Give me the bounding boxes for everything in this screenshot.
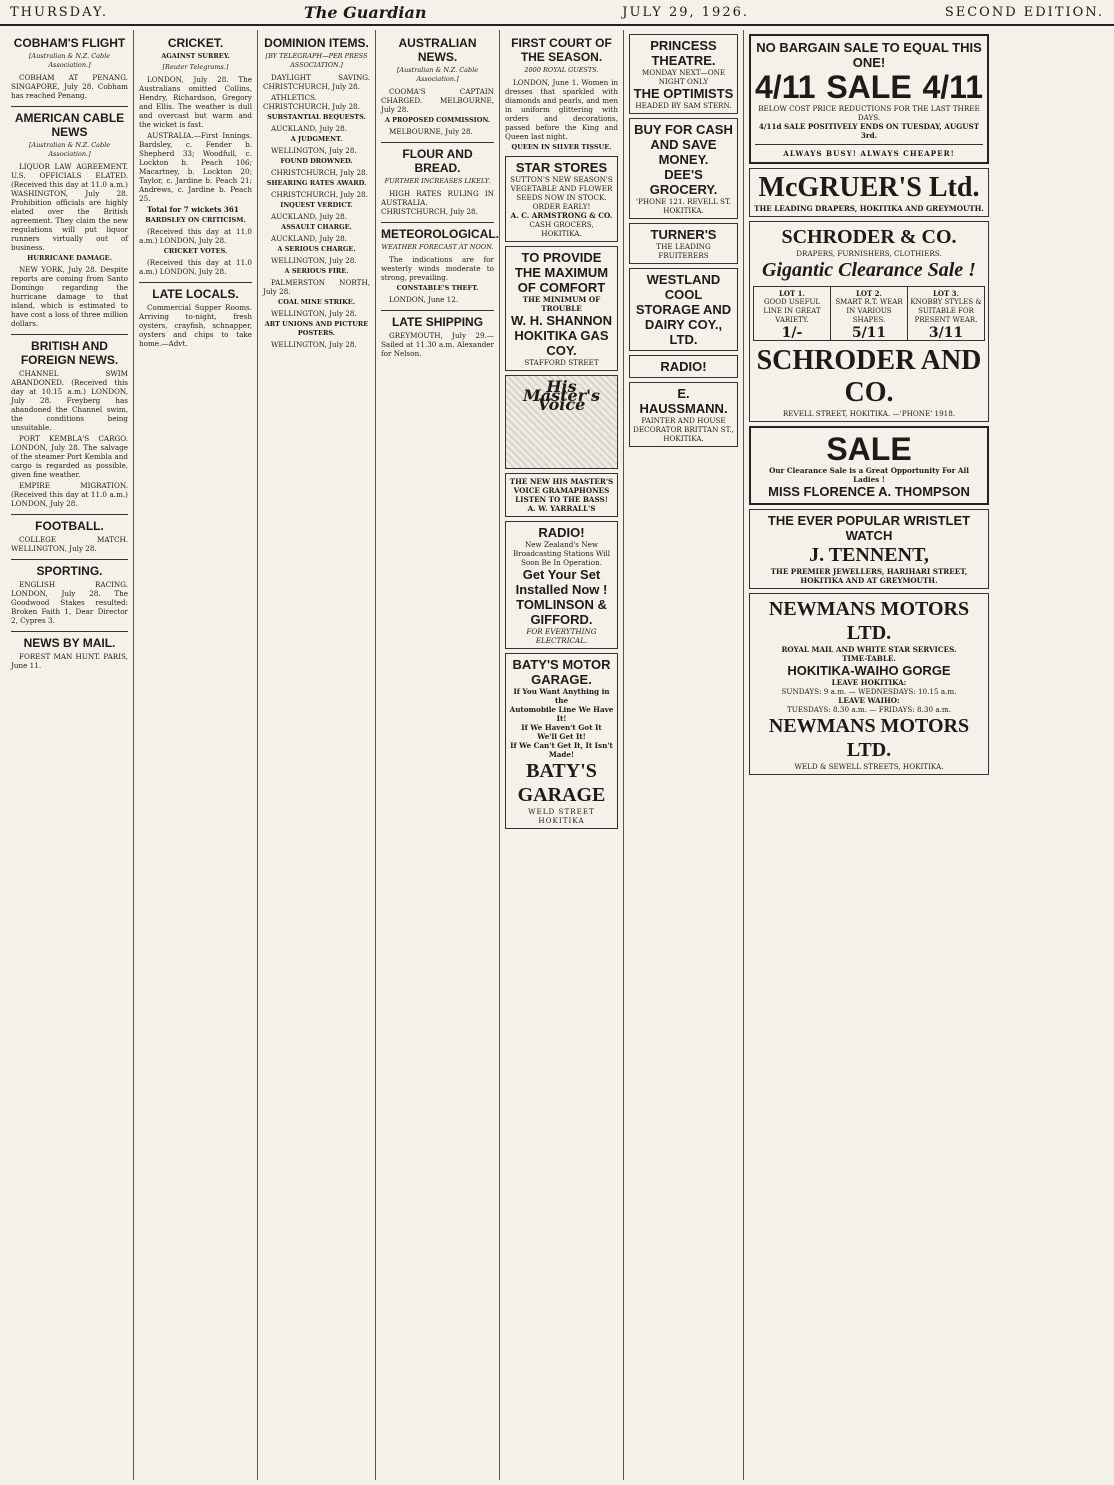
- ad-sub: THE LEADING DRAPERS, HOKITIKA AND GREYMOUTH.: [754, 204, 984, 213]
- article-text: AUCKLAND, July 28.: [271, 124, 348, 133]
- subhead: AGAINST SURREY.: [161, 52, 230, 60]
- article-text: ENGLISH RACING. LONDON, July 28. The Goodwood Stakes resulted: Broken Faith 1, Dear Director 2, Cypres 3.: [11, 580, 128, 625]
- sale-word: SALE: [826, 431, 912, 467]
- subhead: FOUND DROWNED.: [280, 157, 353, 165]
- subhead: A PROPOSED COMMISSION.: [384, 116, 491, 124]
- ad-sub: MONDAY NEXT—ONE NIGHT ONLY: [641, 68, 726, 86]
- headline-cobham: COBHAM'S FLIGHT: [13, 36, 126, 50]
- divider: [755, 144, 983, 145]
- ad-text: SUTTON'S NEW SEASON'S VEGETABLE AND FLOWER SEEDS NOW IN STOCK. ORDER EARLY!: [510, 175, 613, 211]
- ad-schroder: [749, 221, 989, 422]
- column-5: [500, 30, 624, 1480]
- headline-football: FOOTBALL.: [11, 514, 128, 533]
- article-text: Commercial Supper Rooms. Arriving to-night, fresh oysters, crayfish, schnapper, oysters and chips to take home.—Advt.: [139, 303, 252, 348]
- headline-british-foreign: BRITISH AND FOREIGN NEWS.: [11, 334, 128, 367]
- article-text: The indications are for westerly winds moderate to strong, prevailing.: [381, 255, 494, 282]
- ad-sub: CASH GROCERS, HOKITIKA.: [529, 220, 594, 238]
- ad-title: WESTLAND COOL STORAGE AND DAIRY COY., LTD.: [635, 272, 732, 347]
- sale-word: SALE: [826, 69, 912, 105]
- source-line: [Australian & N.Z. Cable Association.]: [28, 141, 111, 158]
- article-text: CHRISTCHURCH, July 28.: [271, 190, 368, 199]
- ad-ends: 4/11d SALE POSITIVELY ENDS ON TUESDAY, AUGUST 3rd.: [758, 122, 980, 140]
- article-text: WELLINGTON, July 28.: [271, 340, 357, 349]
- ad-title: THE EVER POPULAR WRISTLET WATCH: [767, 513, 971, 543]
- article-text: PALMERSTON NORTH, July 28.: [263, 278, 370, 296]
- ad-title: STAR STORES: [515, 160, 608, 175]
- ad-title: NO BARGAIN SALE TO EQUAL THIS ONE!: [756, 40, 982, 70]
- price-right: 4/11: [922, 69, 983, 105]
- subhead: WEATHER FORECAST AT NOON.: [381, 243, 494, 251]
- article-text: NEW YORK, July 28. Despite reports are coming from Santo Domingo regarding the hurricane damage to that island, which is estimated to have cost a loss of three million dollars.: [11, 265, 128, 328]
- article-text: CHANNEL SWIM ABANDONED. (Received this day at 10.15 a.m.) LONDON, July 28. Freyberg has abandoned the Channel swim, the conditions being unsuitable.: [11, 369, 128, 432]
- price-left: 4/11: [755, 69, 816, 105]
- ad-firm: A. C. ARMSTRONG & CO.: [510, 211, 613, 220]
- article-text: LONDON, June 1. Women in dresses that sparkled with diamonds and pearls, and men in uniform glittering with orders and decorations, passed before the King and Queen last night.: [505, 78, 618, 141]
- article-text: CHRISTCHURCH, July 28.: [271, 168, 368, 177]
- source-line: [Australian & N.Z. Cable Association.]: [396, 66, 479, 83]
- ad-title: THE NEW HIS MASTER'S VOICE GRAMAPHONES: [509, 477, 614, 495]
- article-text: AUCKLAND, July 28.: [271, 212, 348, 221]
- column-6: [624, 30, 744, 1480]
- headline-late-shipping: LATE SHIPPING: [381, 310, 494, 329]
- lot-3: [908, 287, 984, 340]
- ad-sub: DRAPERS, FURNISHERS, CLOTHIERS.: [796, 249, 942, 258]
- ad-firm: McGRUER'S Ltd.: [758, 172, 980, 203]
- subhead: BARDSLEY ON CRITICISM.: [145, 216, 246, 224]
- ad-sub: THE MINIMUM OF TROUBLE: [522, 295, 601, 313]
- article-text: AUCKLAND, July 28.: [271, 234, 348, 243]
- ad-firm: TOMLINSON & GIFFORD.: [516, 597, 607, 627]
- ad-line: If You Want Anything in the: [513, 687, 610, 705]
- article-text: WELLINGTON, July 28.: [271, 256, 357, 265]
- column-3: [258, 30, 376, 1480]
- ad-sub: THE PREMIER JEWELLERS, HARIHARI STREET, HOKITIKA AND AT GREYMOUTH.: [770, 567, 968, 585]
- subhead: COAL MINE STRIKE.: [278, 298, 355, 306]
- source-line: [Reuter Telegrams.]: [162, 63, 229, 71]
- ad-sub: PAINTER AND HOUSE DECORATOR BRITTAN ST., HOKITIKA.: [633, 416, 734, 443]
- subhead: QUEEN IN SILVER TISSUE.: [511, 143, 612, 151]
- article-text: EMPIRE MIGRATION. (Received this day at 11.0 a.m.) LONDON, July 28.: [11, 481, 128, 508]
- lot-text: SMART R.T. WEAR IN VARIOUS SHAPES.: [835, 298, 903, 324]
- ad-wristlet-watch: [749, 509, 989, 589]
- masthead-edition: SECOND EDITION.: [944, 4, 1104, 20]
- ad-street: STAFFORD STREET: [524, 358, 599, 367]
- ad-bargain-sale: [749, 34, 989, 164]
- subhead: ART UNIONS AND PICTURE POSTERS.: [264, 320, 369, 337]
- ad-text: New Zealand's New Broadcasting Stations Will Soon Be In Operation.: [512, 540, 610, 567]
- lot-label: LOT 2.: [856, 289, 882, 298]
- subhead: ASSAULT CHARGE.: [281, 223, 352, 231]
- ad-firm: E. HAUSSMANN.: [639, 386, 728, 416]
- illustration-caption: His Master's Voice: [523, 377, 600, 414]
- ad-batys-garage: [505, 653, 618, 829]
- subhead: HURRICANE DAMAGE.: [27, 254, 112, 262]
- article-text: COOMA'S CAPTAIN CHARGED. MELBOURNE, July 28.: [381, 87, 494, 114]
- column-1: [6, 30, 134, 1480]
- article-text: DAYLIGHT SAVING. CHRISTCHURCH, July 28.: [263, 73, 370, 91]
- article-text: PORT KEMBLA'S CARGO. LONDON, July 28. The salvage of the steamer Port Kembla and cargo is regarded as possible, given fine weather.: [11, 434, 128, 479]
- ad-firm: DEE'S GROCERY.: [649, 167, 718, 197]
- article-text: HIGH RATES RULING IN AUSTRALIA. CHRISTCHURCH, July 28.: [381, 189, 494, 216]
- ad-company: HOKITIKA GAS COY.: [514, 328, 609, 358]
- score-total: Total for 7 wickets 361: [147, 205, 239, 214]
- ad-haussmann: [629, 382, 738, 447]
- article-text: MELBOURNE, July 28.: [389, 127, 473, 136]
- lot-text: GOOD USEFUL LINE IN GREAT VARIETY.: [763, 298, 821, 324]
- ad-firm: MISS FLORENCE A. THOMPSON: [768, 484, 970, 499]
- headline-first-court: FIRST COURT OF THE SEASON.: [511, 36, 612, 64]
- ad-big-line: Get Your Set Installed Now !: [515, 567, 608, 597]
- article-text: COBHAM AT PENANG. SINGAPORE, July 28. Cobham has reached Penang.: [11, 73, 128, 100]
- ad-westland-cool-storage: [629, 268, 738, 351]
- article-text: LONDON, July 28. The Australians omitted Collins, Hendry, Richardson, Gregory and Ellis. The weather is dull and overcast but warm and the wicket is fast.: [139, 75, 252, 129]
- ad-address: REVELL STREET, HOKITIKA. —'PHONE' 1918.: [782, 409, 956, 418]
- ad-big-name: BATY'S GARAGE: [517, 760, 606, 806]
- lot-text: KNOBBY STYLES & SUITABLE FOR PRESENT WEAR.: [910, 298, 982, 324]
- article-text: WELLINGTON, July 28.: [271, 309, 357, 318]
- leave-heading: LEAVE HOKITIKA:: [831, 678, 907, 687]
- page-columns: [6, 30, 1108, 1480]
- ad-mcgruers: [749, 168, 989, 217]
- subhead: CONSTABLE'S THEFT.: [396, 284, 479, 292]
- ad-gas-company: [505, 246, 618, 371]
- ad-firm: SCHRODER & CO.: [781, 226, 957, 248]
- lot-1: [754, 287, 831, 340]
- ad-line: Our Clearance Sale is a Great Opportunity For All Ladies !: [769, 466, 969, 484]
- ad-firm: J. TENNENT,: [809, 544, 929, 566]
- ad-line: Automobile Line We Have It!: [509, 705, 614, 723]
- ad-sub: BELOW COST PRICE REDUCTIONS FOR THE LAST THREE DAYS.: [758, 104, 980, 122]
- source-line: [BY TELEGRAPH—PER PRESS ASSOCIATION.]: [265, 52, 368, 69]
- ad-firm: W. H. SHANNON: [510, 313, 613, 328]
- article-text: LONDON, June 12.: [389, 295, 459, 304]
- departures: SUNDAYS: 9 a.m. — WEDNESDAYS: 10.15 a.m.: [781, 687, 957, 696]
- ad-turners: [629, 223, 738, 264]
- headline-meteorological: METEOROLOGICAL.: [381, 222, 494, 241]
- ad-line: If We Haven't Got It: [521, 723, 602, 732]
- subhead: SUBSTANTIAL BEQUESTS.: [267, 113, 366, 121]
- ad-show: THE OPTIMISTS: [633, 86, 734, 101]
- ad-firm: A. W. YARRALL'S: [527, 504, 596, 513]
- source-line: [Australian & N.Z. Cable Association.]: [28, 52, 111, 69]
- masthead-day: THURSDAY.: [10, 4, 108, 20]
- ad-address: WELD & SEWELL STREETS, HOKITIKA.: [794, 762, 944, 771]
- ad-firm-footer: SCHRODER AND CO.: [756, 345, 982, 408]
- his-masters-voice-illustration: [505, 375, 618, 469]
- ad-newmans-motors: [749, 593, 989, 775]
- ad-gramaphones: [505, 473, 618, 517]
- ad-title: BATY'S MOTOR GARAGE.: [512, 657, 611, 687]
- ad-firm: TURNER'S: [650, 227, 717, 242]
- article-text: AUSTRALIA.—First Innings. Bardsley, c. Fender b. Shepherd 33; Woodfull, c. Lockton b. Peach 106; Macartney, b. Lockton 20; Taylor, c. Jardine b. Peach 21; Andrews, c. Jardine b. Peach 25.: [139, 131, 252, 203]
- ad-firm-footer: NEWMANS MOTORS LTD.: [768, 715, 970, 761]
- ad-by: HEADED BY SAM STERN.: [635, 101, 732, 110]
- ad-title: RADIO!: [660, 359, 707, 374]
- headline-american-cable: AMERICAN CABLE NEWS: [11, 106, 128, 139]
- ad-star-stores: [505, 156, 618, 242]
- ad-thompson-sale: [749, 426, 989, 505]
- headline-late-locals: LATE LOCALS.: [139, 282, 252, 301]
- ad-footer: ALWAYS BUSY! ALWAYS CHEAPER!: [783, 149, 955, 158]
- ad-sub: ROYAL MAIL AND WHITE STAR SERVICES.: [781, 645, 957, 654]
- ad-line: If We Can't Get It, It Isn't Made!: [510, 741, 613, 759]
- headline-sporting: SPORTING.: [11, 559, 128, 578]
- lot-label: LOT 1.: [779, 289, 805, 298]
- headline-cricket: CRICKET.: [167, 36, 224, 50]
- ad-title: BUY FOR CASH AND SAVE MONEY.: [634, 122, 733, 167]
- headline-flour-bread: FLOUR AND BREAD.: [381, 142, 494, 175]
- subhead: A JUDGMENT.: [290, 135, 343, 143]
- masthead-date: JULY 29, 1926.: [622, 4, 750, 20]
- masthead: [0, 0, 1114, 26]
- ad-radio-2: [629, 355, 738, 378]
- subhead: INQUEST VERDICT.: [280, 201, 353, 209]
- route: HOKITIKA-WAIHO GORGE: [787, 663, 951, 678]
- subhead: FURTHER INCREASES LIKELY.: [384, 177, 491, 185]
- lot-price: 3/11: [928, 325, 964, 341]
- article-text: FOREST MAN HUNT. PARIS, June 11.: [11, 652, 128, 670]
- ad-princess-theatre: [629, 34, 738, 114]
- lots-table: [753, 286, 985, 341]
- ad-street: WELD STREET HOKITIKA: [528, 807, 595, 825]
- ad-sub: LISTEN TO THE BASS!: [515, 495, 608, 504]
- leave-heading: LEAVE WAIHO:: [838, 696, 900, 705]
- headline-australian-news: AUSTRALIAN NEWS.: [398, 36, 477, 64]
- headline-dominion: DOMINION ITEMS.: [264, 36, 369, 50]
- ad-line: We'll Get It!: [537, 732, 586, 741]
- lot-label: LOT 3.: [933, 289, 959, 298]
- ad-title: TO PROVIDE THE MAXIMUM OF COMFORT: [514, 250, 609, 295]
- ad-title: RADIO!: [538, 525, 585, 540]
- subhead: CRICKET VOTES.: [163, 247, 228, 255]
- article-text: LIQUOR LAW AGREEMENT. U.S. OFFICIALS ELATED. (Received this day at 11.0 a.m.) WASHINGTON, July 28. Prohibition officials are highly elated over the British agreement. They claim the new regulations will put liquor runners virtually out of business.: [11, 162, 128, 252]
- departures: TUESDAYS: 8.30 a.m. — FRIDAYS: 8.30 a.m.: [786, 705, 951, 714]
- column-2: [134, 30, 258, 1480]
- article-text: COLLEGE MATCH. WELLINGTON, July 28.: [11, 535, 128, 553]
- ad-sub: FOR EVERYTHING ELECTRICAL.: [526, 627, 597, 645]
- article-text: (Received this day at 11.0 a.m.) LONDON, July 28.: [139, 258, 252, 276]
- subhead: A SERIOUS CHARGE.: [277, 245, 356, 253]
- headline-news-by-mail: NEWS BY MAIL.: [11, 631, 128, 650]
- ad-title: PRINCESS THEATRE.: [650, 38, 717, 68]
- lot-price: 1/-: [781, 325, 803, 341]
- article-text: ATHLETICS. CHRISTCHURCH, July 28.: [263, 93, 360, 111]
- ad-radio: [505, 521, 618, 649]
- ad-sub: THE LEADING FRUITERERS: [656, 242, 711, 260]
- subhead: 2000 ROYAL GUESTS.: [524, 66, 599, 74]
- article-text: WELLINGTON, July 28.: [271, 146, 357, 155]
- sale-banner: [755, 70, 983, 104]
- subhead: SHEARING RATES AWARD.: [266, 179, 367, 187]
- subhead: A SERIOUS FIRE.: [284, 267, 349, 275]
- lot-2: [831, 287, 908, 340]
- column-7: [744, 30, 994, 1480]
- ad-dees-grocery: [629, 118, 738, 219]
- paper-name: The Guardian: [303, 2, 427, 22]
- article-text: GREYMOUTH, July 29.—Sailed at 11.30 a.m. Alexander for Nelson.: [381, 331, 494, 358]
- column-4: [376, 30, 500, 1480]
- timetable-heading: TIME-TABLE.: [842, 654, 896, 663]
- ad-firm: NEWMANS MOTORS LTD.: [768, 598, 970, 644]
- lot-price: 5/11: [851, 325, 887, 341]
- ad-big-line: Gigantic Clearance Sale !: [762, 259, 976, 281]
- article-text: (Received this day at 11.0 a.m.) LONDON, July 28.: [139, 227, 252, 245]
- ad-address: 'PHONE 121. REVELL ST. HOKITIKA.: [636, 197, 731, 215]
